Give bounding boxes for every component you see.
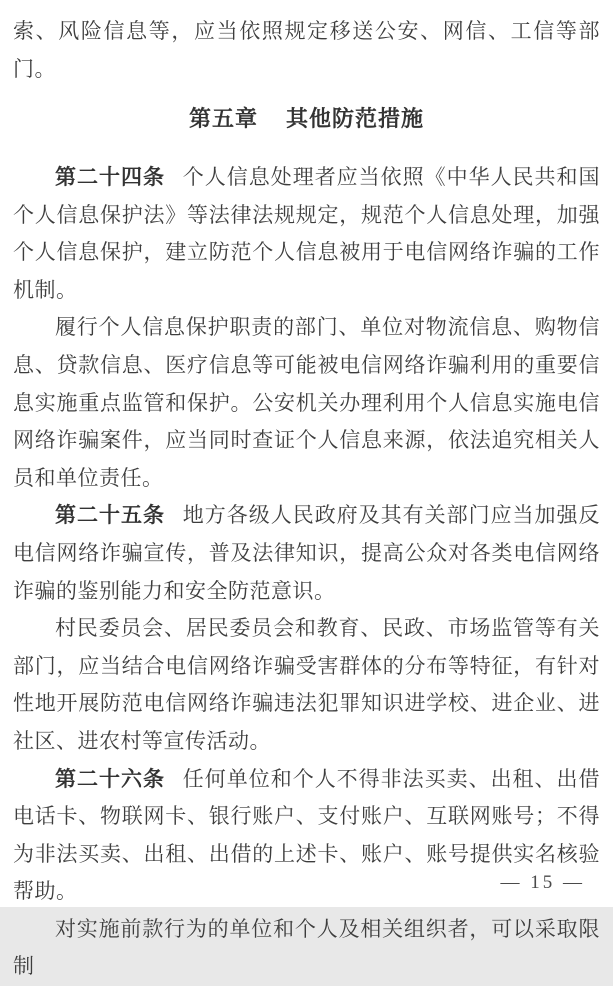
article-24-number: 第二十四条 [55,166,165,189]
article-24-paragraph-2-text: 履行个人信息保护职责的部门、单位对物流信息、购物信息、贷款信息、医疗信息等可能被电信网络诈骗利用的重要信息实施重点监管和保护。公安机关办理利用个人信息实施电信网络诈骗案件，应当同时查证个人信息来源，依法追究相关人员和单位责任。 [13,315,600,490]
article-26-number: 第二十六条 [55,767,165,791]
chapter-title: 其他防范措施 [286,106,425,131]
article-25-paragraph-2-text: 村民委员会、居民委员会和教育、民政、市场监管等有关部门，应当结合电信网络诈骗受害群体的分布等特征，有针对性地开展防范电信网络诈骗违法犯罪知识进学校、进企业、进社区、进农村等宣传活动。 [13,616,600,753]
article-26-paragraph-2-text: 对实施前款行为的单位和个人及相关组织者，可以采取限制 [13,916,600,979]
continuation-text: 索、风险信息等，应当依照规定移送公安、网信、工信等部门。 [13,19,600,81]
page-number: — 15 — [500,872,585,893]
article-26-text: 任何单位和个人不得非法买卖、出租、出借电话卡、物联网卡、银行账户、支付账户、互联网账号；不得为非法买卖、出租、出借的上述卡、账户、账号提供实名核验帮助。 [13,766,601,904]
article-26-paragraph-2-partial [13,911,600,986]
article-25-text: 地方各级人民政府及其有关部门应当加强反电信网络诈骗宣传，普及法律知识，提高公众对各类电信网络诈骗的鉴别能力和安全防范意识。 [13,503,601,603]
article-25-paragraph [13,497,600,610]
chapter-number: 第五章 [188,106,258,131]
article-24-text: 个人信息处理者应当依照《中华人民共和国个人信息保护法》等法律法规规定，规范个人信息处理，加强个人信息保护，建立防范个人信息被用于电信网络诈骗的工作机制。 [13,165,601,302]
article-25-number: 第二十五条 [55,504,165,528]
article-24-paragraph [13,159,600,309]
article-25-paragraph-2 [13,610,600,760]
chapter-heading [13,102,600,133]
article-24-paragraph-2 [13,309,600,497]
